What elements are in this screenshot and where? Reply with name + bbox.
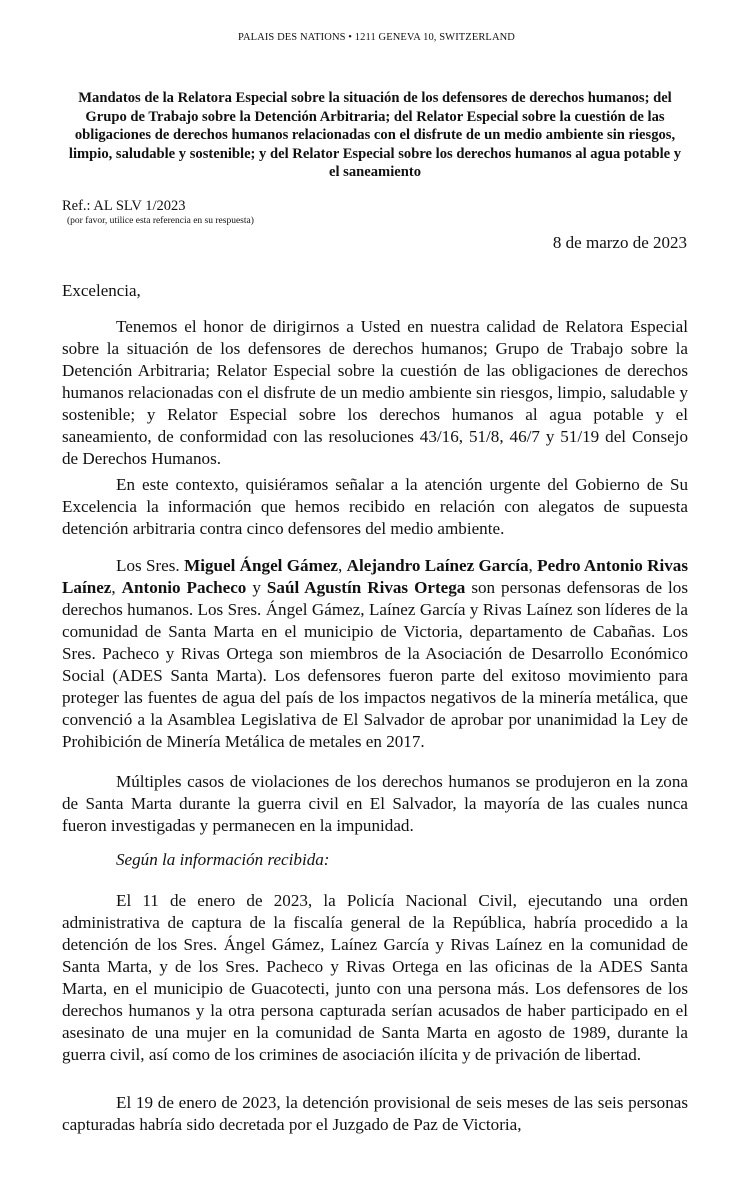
reference-note: (por favor, utilice esta referencia en su respuesta) — [67, 216, 254, 226]
paragraph-context: En este contexto, quisiéramos señalar a la atención urgente del Gobierno de Su Excelencia la información que hemos recibido en relación con alegatos de supuesta detención arbitraria contra cinco defensores del medio ambiente. — [62, 475, 688, 538]
defenders-description: son personas defensoras de los derechos humanos. Los Sres. Ángel Gámez, Laínez García y Rivas Laínez son líderes de la comunidad de Santa Marta en el municipio de Victoria, departamento de Cabañas. Los Sres. Pacheco y Rivas Ortega son miembros de la Asociación de Desarrollo Económico Social (ADES Santa Marta). Los defensores fueron parte del exitoso movimiento para proteger las fuentes de agua del país de los impactos negativos de la minería metálica, que convenció a la Asamblea Legislativa de El Salvador de aprobar por unanimidad la Ley de Prohibición de Minería Metálica de metales en 2017. — [62, 578, 689, 751]
mandates-title: Mandatos de la Relatora Especial sobre la situación de los defensores de derechos humanos; del Grupo de Trabajo sobre la Detención Arbitraria; del Relator Especial sobre la cuestión de las obligaciones de derechos humanos relacionadas con el disfrute de un medio ambiente sin riesgos, limpio, saludable y sostenible; y del Relator Especial sobre los derechos humanos al agua potable y el saneamiento — [68, 90, 682, 180]
defender-name: Antonio Pacheco — [121, 578, 247, 597]
separator: , — [338, 556, 343, 575]
paragraph-defenders — [62, 555, 688, 753]
letter-date: 8 de marzo de 2023 — [552, 233, 687, 252]
separator: , — [111, 578, 116, 597]
header-address: PALAIS DES NATIONS • 1211 GENEVA 10, SWITZERLAND — [237, 32, 515, 43]
paragraph-information-heading: Según la información recibida: — [116, 850, 330, 869]
paragraph-mandate-intro: Tenemos el honor de dirigirnos a Usted en nuestra calidad de Relatora Especial sobre la situación de los defensores de derechos humanos; Grupo de Trabajo sobre la Detención Arbitraria; Relator Especial sobre la cuestión de las obligaciones de derechos humanos relacionadas con el disfrute de un medio ambiente sin riesgos, limpio, saludable y sostenible; y Relator Especial sobre los derechos humanos al agua potable y el saneamiento, de conformidad con las resoluciones 43/16, 51/8, 46/7 y 51/19 del Consejo de Derechos Humanos. — [62, 317, 688, 468]
paragraph-civil-war: Múltiples casos de violaciones de los derechos humanos se produjeron en la zona de Santa Marta durante la guerra civil en El Salvador, la mayoría de las cuales nunca fueron investigadas y permanecen en la impunidad. — [62, 772, 688, 835]
defenders-intro: Los Sres. — [116, 556, 180, 575]
paragraph-provisional-detention: El 19 de enero de 2023, la detención provisional de seis meses de las seis personas capturadas habría sido decretada por el Juzgado de Paz de Victoria, — [62, 1093, 688, 1134]
defender-name: Miguel Ángel Gámez — [184, 556, 339, 575]
separator: y — [252, 578, 261, 597]
defender-name: Pedro Antonio Rivas Laínez — [62, 556, 688, 597]
greeting: Excelencia, — [62, 281, 141, 300]
defender-name: Saúl Agustín Rivas Ortega — [266, 578, 466, 597]
defender-name: Alejandro Laínez García — [346, 556, 529, 575]
paragraph-detention: El 11 de enero de 2023, la Policía Nacional Civil, ejecutando una orden administrativa de captura de la fiscalía general de la República, habría procedido a la detención de los Sres. Ángel Gámez, Laínez García y Rivas Laínez en la comunidad de Santa Marta, y de los Sres. Pacheco y Rivas Ortega en las oficinas de la ADES Santa Marta, en el municipio de Guacotecti, junto con una persona más. Los defensores de los derechos humanos y la otra persona capturada serían acusados de haber participado en el asesinato de una mujer en la comunidad de Santa Marta en agosto de 1989, durante la guerra civil, así como de los crimines de asociación ilícita y de privación de libertad. — [62, 891, 688, 1064]
reference-code: Ref.: AL SLV 1/2023 — [62, 198, 186, 214]
separator: , — [528, 556, 533, 575]
